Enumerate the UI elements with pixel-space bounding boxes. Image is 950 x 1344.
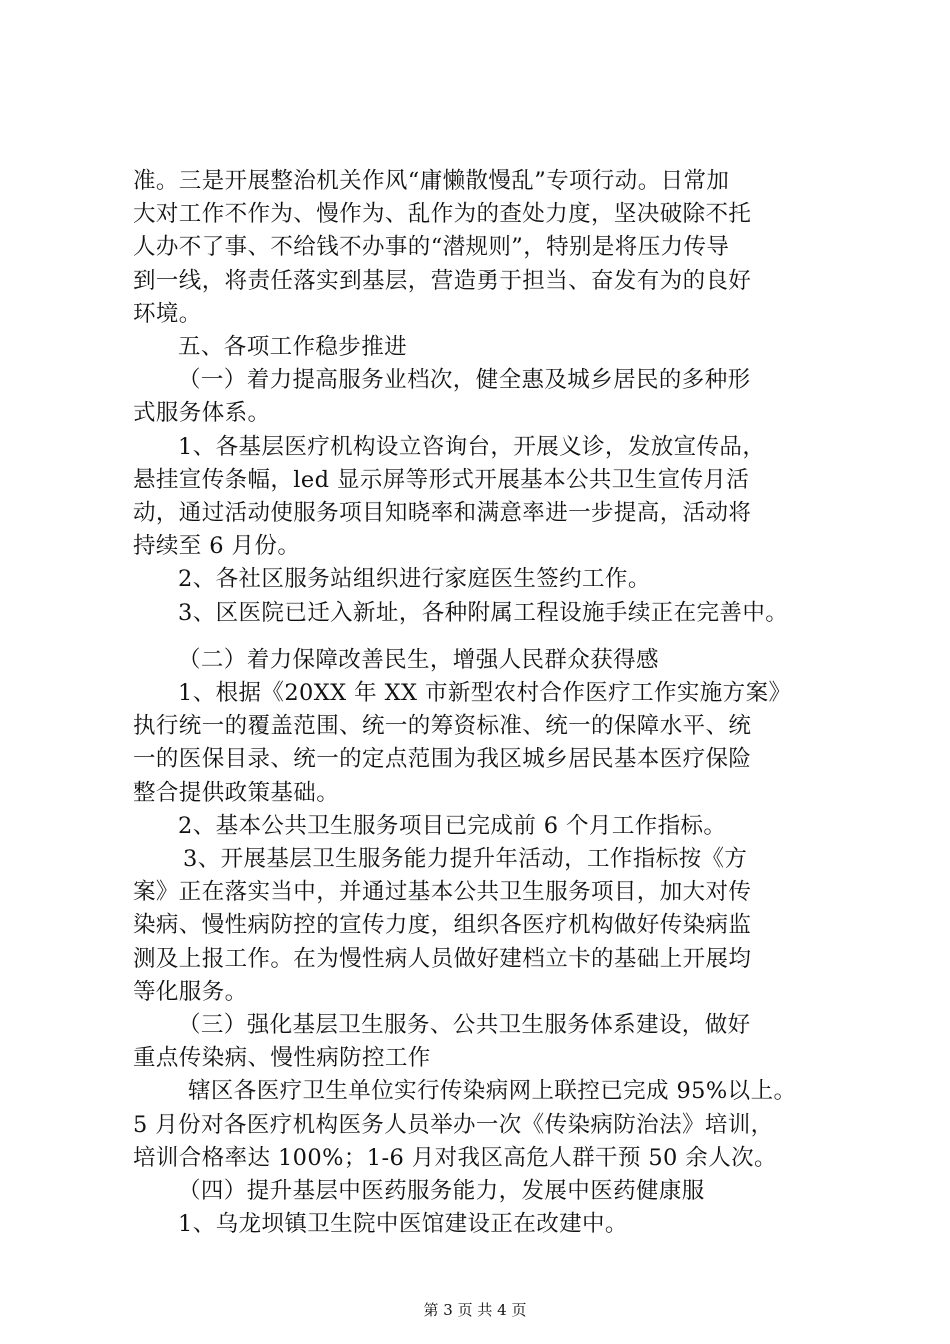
body-line: 5 月份对各医疗机构医务人员举办一次《传染病防治法》培训， bbox=[133, 1111, 774, 1138]
body-line: 大对工作不作为、慢作为、乱作为的查处力度，坚决破除不托 bbox=[133, 201, 752, 228]
body-line: 染病、慢性病防控的宣传力度，组织各医疗机构做好传染病监 bbox=[133, 912, 752, 939]
section-heading: 五、各项工作稳步推进 bbox=[178, 334, 408, 360]
body-line: 一的医保目录、统一的定点范围为我区城乡居民基本医疗保险 bbox=[133, 746, 752, 773]
body-line: 整合提供政策基础。 bbox=[133, 779, 340, 806]
subsection-heading: （三）强化基层卫生服务、公共卫生服务体系建设，做好 bbox=[178, 1012, 751, 1038]
body-line: 3、区医院已迁入新址，各种附属工程设施手续正在完善中。 bbox=[178, 599, 789, 626]
body-line: 3、开展基层卫生服务能力提升年活动，工作指标按《方 bbox=[183, 846, 748, 872]
body-line: 等化服务。 bbox=[133, 978, 248, 1005]
body-line: 测及上报工作。在为慢性病人员做好建档立卡的基础上开展均 bbox=[133, 945, 752, 972]
body-line: 辖区各医疗卫生单位实行传染病网上联控已完成 95%以上。 bbox=[188, 1078, 797, 1105]
body-line: 持续至 6 月份。 bbox=[133, 533, 301, 560]
body-line: 2、基本公共卫生服务项目已完成前 6 个月工作指标。 bbox=[178, 812, 727, 839]
subsection-heading: 重点传染病、慢性病防控工作 bbox=[133, 1045, 431, 1072]
body-line: 执行统一的覆盖范围、统一的筹资标准、统一的保障水平、统 bbox=[133, 713, 752, 740]
subsection-heading: （二）着力保障改善民生，增强人民群众获得感 bbox=[178, 646, 659, 673]
body-line: 1、各基层医疗机构设立咨询台，开展义诊，发放宣传品， bbox=[178, 433, 766, 460]
body-line: 动，通过活动使服务项目知晓率和满意率进一步提高，活动将 bbox=[133, 500, 752, 526]
body-line: 培训合格率达 100%；1-6 月对我区高危人群干预 50 余人次。 bbox=[133, 1144, 777, 1171]
page-number-footer: 第 3 页 共 4 页 bbox=[423, 1301, 527, 1319]
body-line: 到一线，将责任落实到基层，营造勇于担当、奋发有为的良好 bbox=[133, 267, 752, 294]
body-line: 2、各社区服务站组织进行家庭医生签约工作。 bbox=[178, 566, 651, 593]
body-line: 准。三是开展整治机关作风“庸懒散慢乱”专项行动。日常加 bbox=[133, 168, 730, 194]
body-line: 1、乌龙坝镇卫生院中医馆建设正在改建中。 bbox=[178, 1211, 628, 1238]
body-line: 环境。 bbox=[133, 300, 202, 327]
body-line: 悬挂宣传条幅，led 显示屏等形式开展基本公共卫生宣传月活 bbox=[133, 466, 750, 493]
body-line: 案》正在落实当中，并通过基本公共卫生服务项目，加大对传 bbox=[133, 879, 752, 906]
subsection-heading: （一）着力提高服务业档次，健全惠及城乡居民的多种形 bbox=[178, 367, 751, 394]
subsection-heading: 式服务体系。 bbox=[133, 400, 271, 427]
body-line: 1、根据《20XX 年 XX 市新型农村合作医疗工作实施方案》 bbox=[178, 680, 792, 706]
subsection-heading: （四）提升基层中医药服务能力，发展中医药健康服 bbox=[178, 1178, 705, 1204]
body-line: 人办不了事、不给钱不办事的“潜规则”，特别是将压力传导 bbox=[133, 234, 730, 261]
